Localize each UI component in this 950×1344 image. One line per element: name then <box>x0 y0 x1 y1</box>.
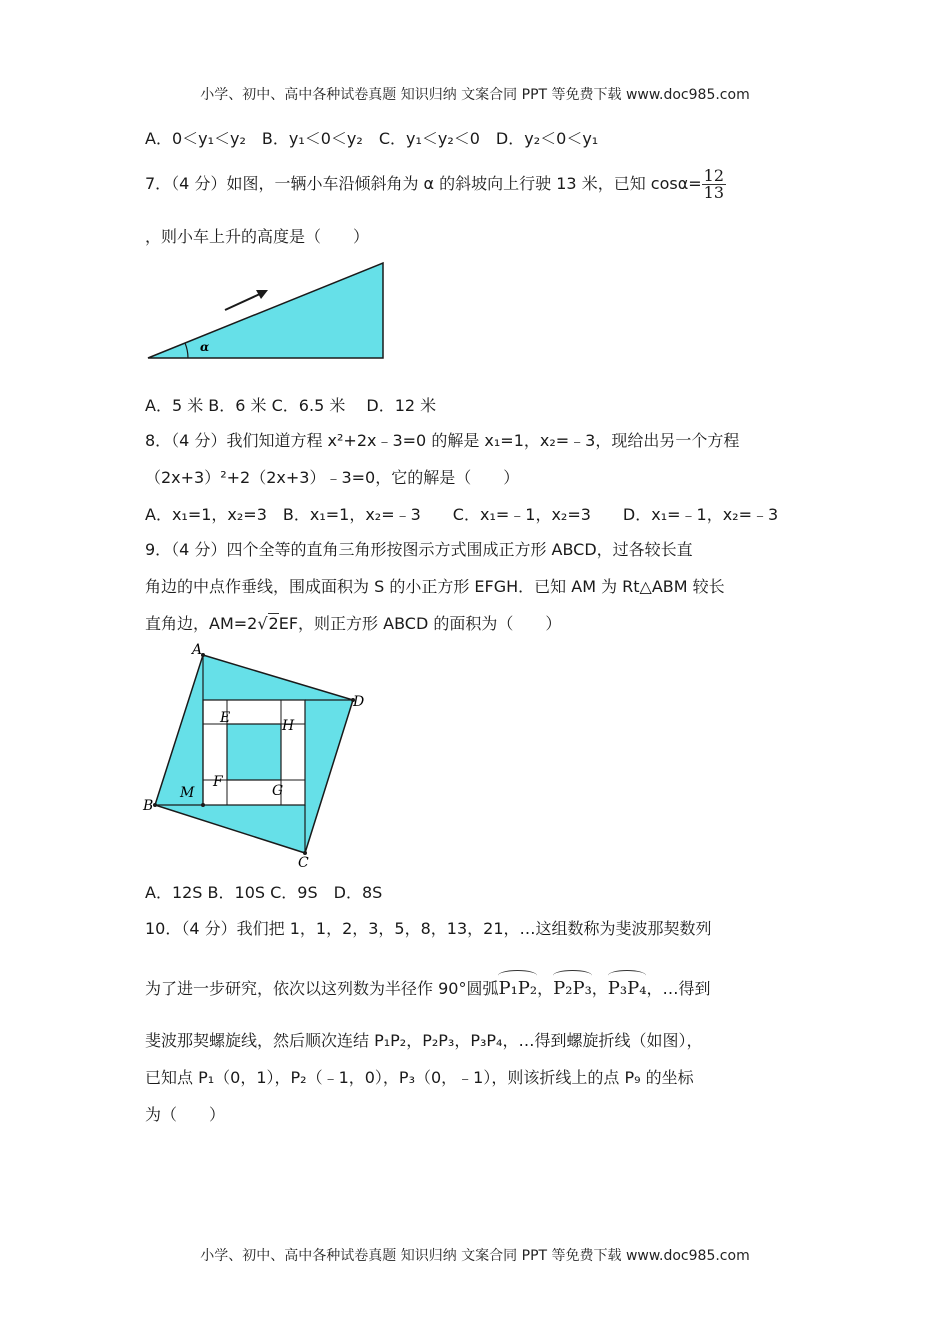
label-b: B <box>143 798 154 814</box>
q7-slope-figure <box>140 255 400 370</box>
label-c: C <box>298 855 309 870</box>
sqrt-symbol: √2 <box>257 614 279 633</box>
arc-p2p3: P₂P₃ <box>553 974 592 999</box>
q6-options: A．0＜y₁＜y₂ B．y₁＜0＜y₂ C．y₁＜y₂＜0 D．y₂＜0＜y₁ <box>145 129 599 148</box>
q7-stem <box>145 168 726 201</box>
point-b <box>153 803 157 807</box>
label-e: E <box>220 710 231 726</box>
q8-options: A．x₁=1，x₂=3 B．x₁=1，x₂=﹣3 C．x₁=﹣1，x₂=3 D．x₁=﹣1，x₂=﹣3 <box>145 505 779 524</box>
angle-alpha-label: α <box>200 340 210 354</box>
q9-square-figure <box>140 640 380 870</box>
q10-stem: 10．（4 分）我们把 1，1，2，3，5，8，13，21，…这组数称为斐波那契数列 <box>145 919 712 938</box>
label-f: F <box>213 774 223 790</box>
q10-stem-cont2: 斐波那契螺旋线，然后顺次连结 P₁P₂，P₂P₃，P₃P₄，…得到螺旋折线（如图）， <box>145 1031 703 1050</box>
header-banner: 小学、初中、高中各种试卷真题 知识归纳 文案合同 PPT 等免费下载 www.doc985.com <box>200 87 750 103</box>
arc-p1p2: P₁P₂ <box>498 974 537 999</box>
label-d: D <box>353 694 365 710</box>
q7-options: A．5 米 B．6 米 C．6.5 米 D．12 米 <box>145 396 437 415</box>
label-a: A <box>192 642 203 658</box>
q8-stem: 8．（4 分）我们知道方程 x²+2x﹣3=0 的解是 x₁=1，x₂=﹣3，现给出另一个方程 <box>145 431 740 450</box>
arc-p3p4: P₃P₄ <box>608 974 647 999</box>
q9-stem-cont2: 直角边，AM=2√2EF，则正方形 ABCD 的面积为（ ） <box>145 614 562 633</box>
q9-stem: 9．（4 分）四个全等的直角三角形按图示方式围成正方形 ABCD，过各较长直 <box>145 540 693 559</box>
label-h: H <box>282 718 295 734</box>
point-m <box>201 803 205 807</box>
footer-banner: 小学、初中、高中各种试卷真题 知识归纳 文案合同 PPT 等免费下载 www.doc985.com <box>200 1248 750 1264</box>
q7-stem-cont: ，则小车上升的高度是（ ） <box>145 227 370 246</box>
q9-options: A．12S B．10S C．9S D．8S <box>145 883 383 902</box>
slope-triangle <box>148 263 383 358</box>
direction-arrow <box>225 293 262 310</box>
q10-stem-cont: 为了进一步研究，依次以这列数为半径作 90°圆弧P₁P₂，P₂P₃，P₃P₄，…得到 <box>145 974 710 999</box>
label-m: M <box>180 785 195 801</box>
q7-fraction: $\frac{12}{13}$ <box>703 166 725 202</box>
q9-stem-cont: 角边的中点作垂线，围成面积为 S 的小正方形 EFGH．已知 AM 为 Rt△ABM 较长 <box>145 577 725 596</box>
q8-stem-cont: （2x+3）²+2（2x+3）﹣3=0，它的解是（ ） <box>145 468 520 487</box>
q10-stem-cont4: 为（ ） <box>145 1105 226 1124</box>
square-efgh <box>227 724 281 780</box>
q7-stem-text: 7．（4 分）如图，一辆小车沿倾斜角为 α 的斜坡向上行驶 13 米，已知 cosα= <box>145 174 702 193</box>
label-g: G <box>272 783 284 799</box>
q10-stem-cont3: 已知点 P₁（0，1），P₂（﹣1，0），P₃（0，﹣1），则该折线上的点 P₉ 的坐标 <box>145 1068 694 1087</box>
